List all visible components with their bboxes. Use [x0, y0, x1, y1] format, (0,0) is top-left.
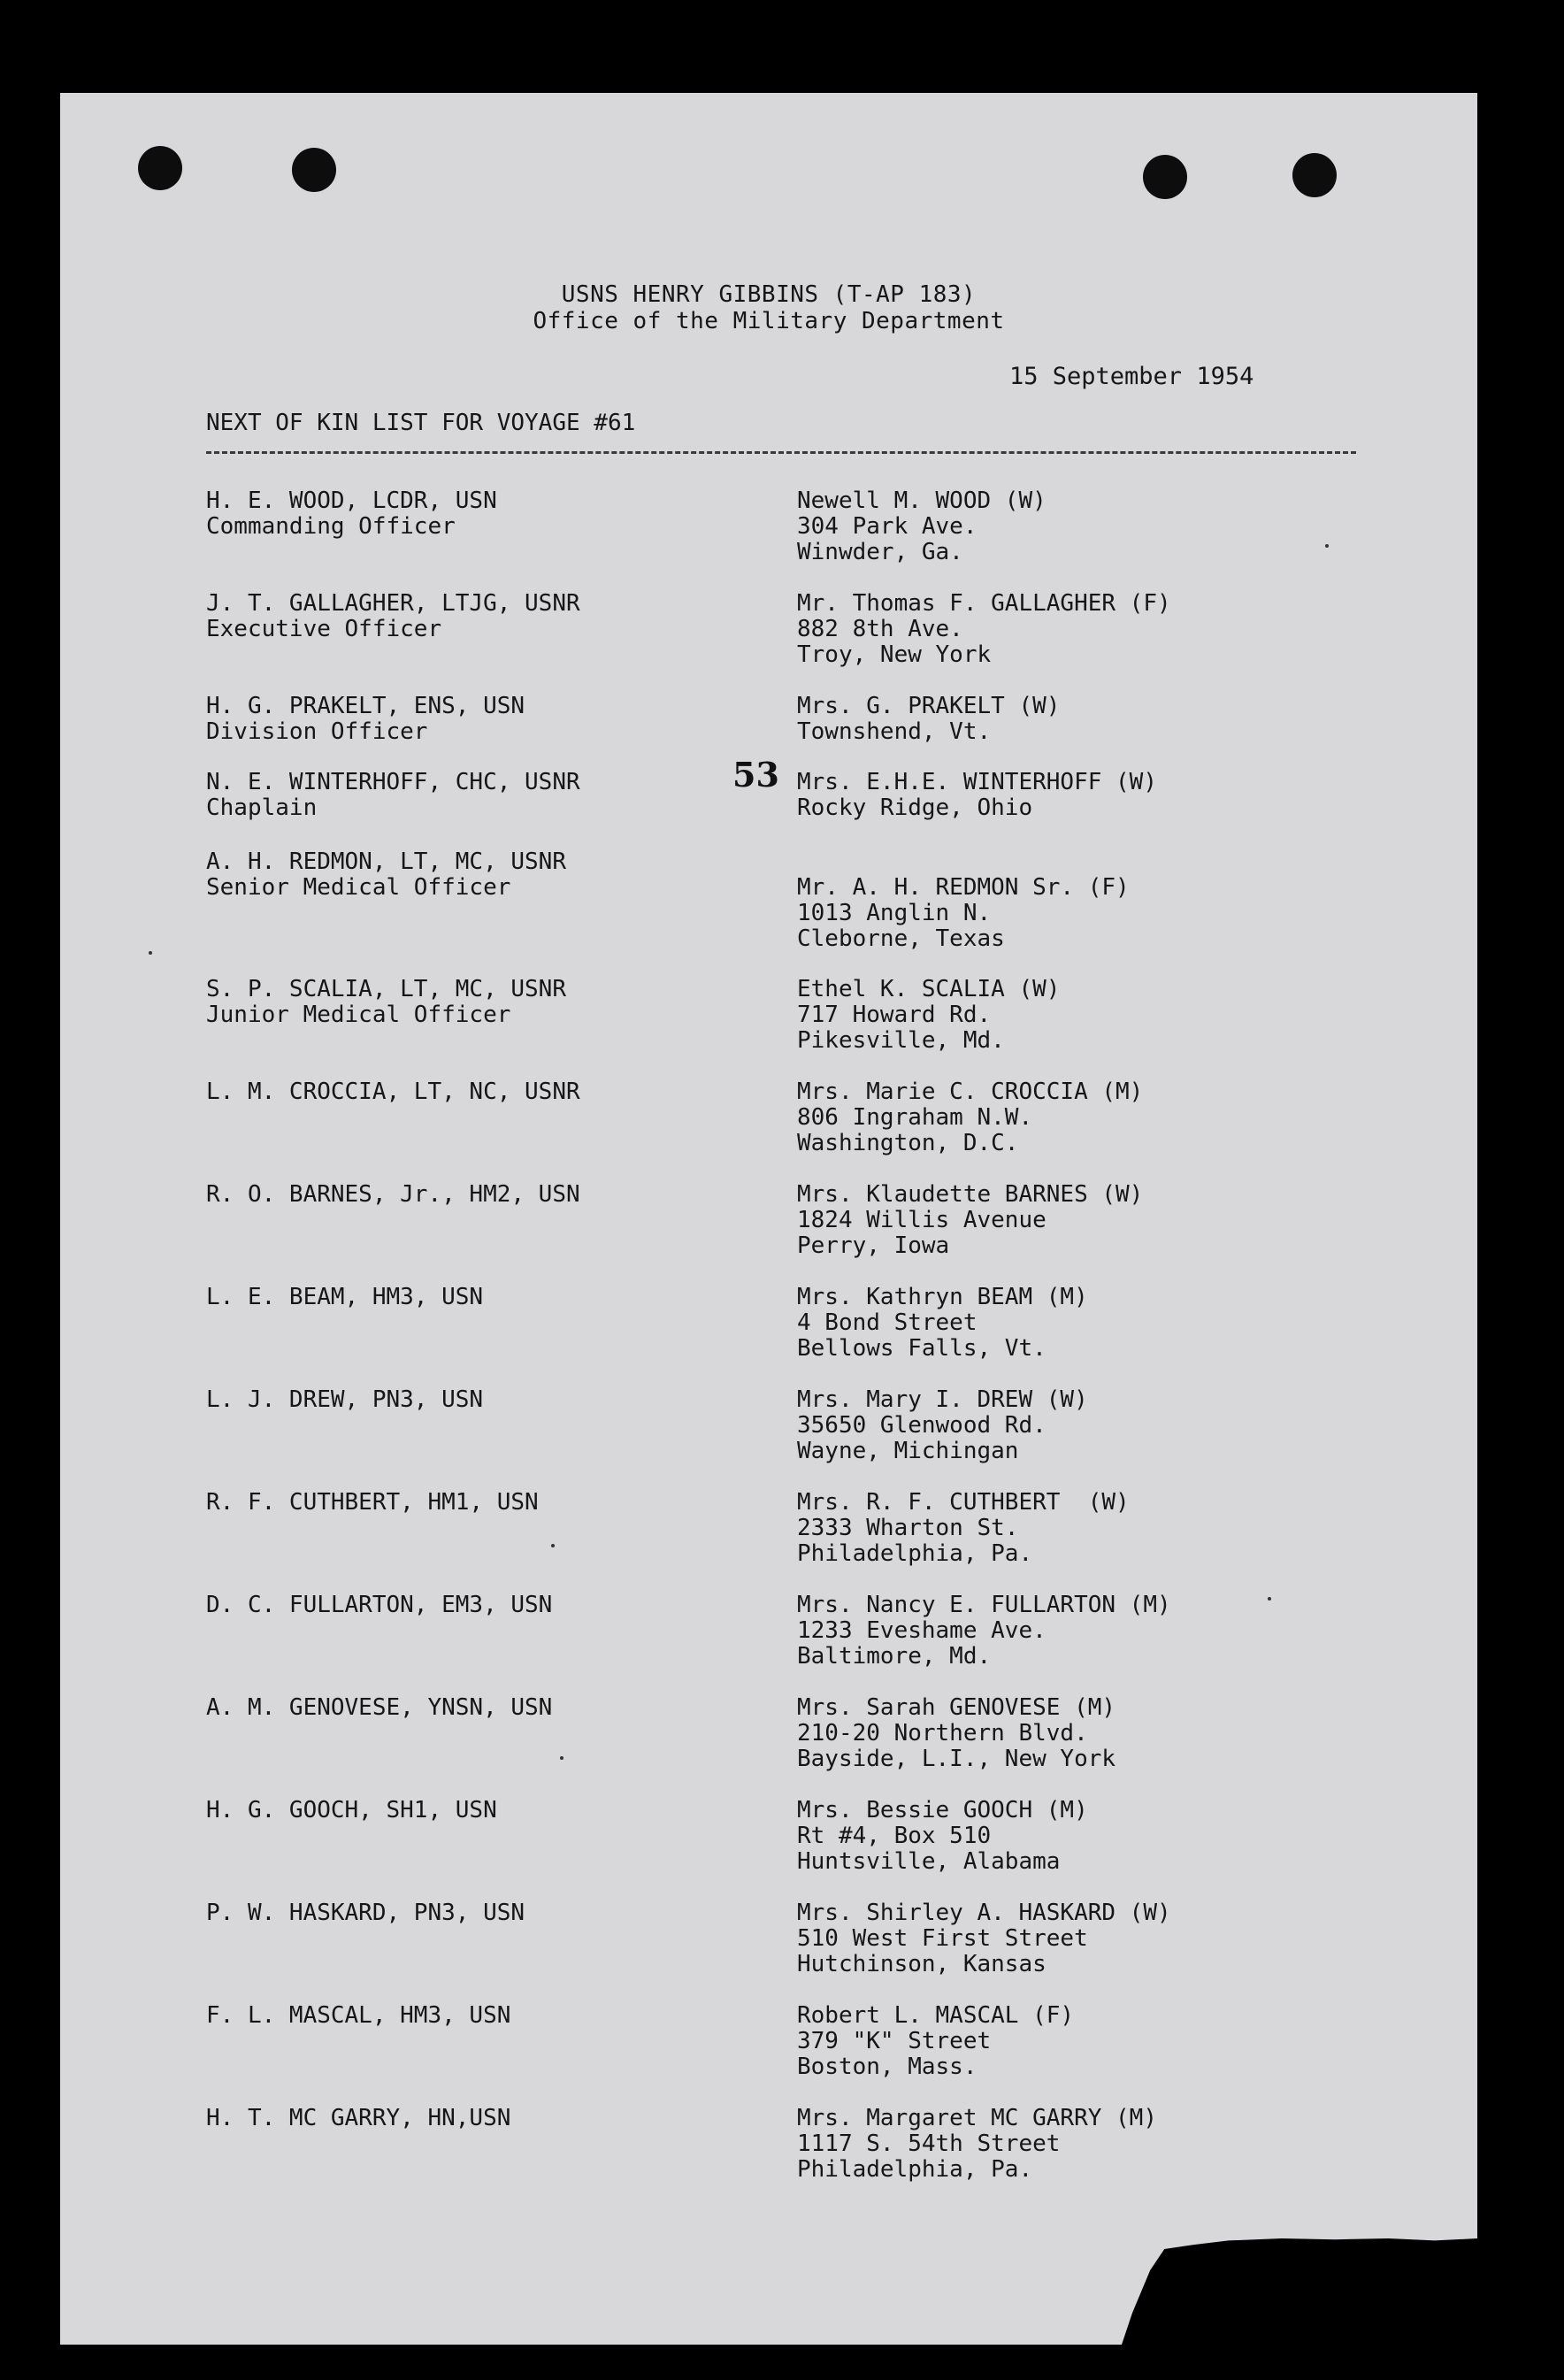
member-name: D. C. FULLARTON, EM3, USN [206, 1592, 553, 1618]
next-of-kin [797, 1182, 1416, 1259]
next-of-kin [797, 2106, 1416, 2183]
member-name: F. L. MASCAL, HM3, USN [206, 2002, 511, 2029]
kin-address-line: Boston, Mass. [797, 2054, 978, 2080]
document-page [60, 93, 1477, 2345]
next-of-kin [797, 875, 1416, 952]
kin-address-line: Hutchinson, Kansas [797, 1951, 1046, 1977]
member-name: J. T. GALLAGHER, LTJG, USNR [206, 590, 580, 617]
kin-name: Mrs. Bessie GOOCH (M) [797, 1797, 1088, 1823]
speck [1268, 1597, 1271, 1601]
kin-name: Mr. Thomas F. GALLAGHER (F) [797, 590, 1171, 617]
kin-name: Mrs. Nancy E. FULLARTON (M) [797, 1592, 1171, 1618]
kin-address-line: 1013 Anglin N. [797, 900, 992, 926]
member-title: Junior Medical Officer [206, 1002, 511, 1028]
next-of-kin [797, 1490, 1416, 1567]
next-of-kin [797, 1798, 1416, 1875]
member-name: A. M. GENOVESE, YNSN, USN [206, 1694, 553, 1721]
member-name: H. T. MC GARRY, HN,USN [206, 2105, 511, 2131]
service-member [206, 770, 737, 821]
kin-name: Mrs. Sarah GENOVESE (M) [797, 1694, 1116, 1721]
member-name: H. G. GOOCH, SH1, USN [206, 1797, 497, 1823]
service-member [206, 977, 737, 1028]
dashed-rule [206, 451, 1356, 454]
kin-name: Mrs. G. PRAKELT (W) [797, 693, 1061, 719]
member-name: L. J. DREW, PN3, USN [206, 1386, 484, 1413]
punch-hole [138, 146, 182, 190]
kin-address-line: 1824 Willis Avenue [797, 1207, 1046, 1233]
member-title: Commanding Officer [206, 513, 456, 540]
next-of-kin [797, 2003, 1416, 2080]
service-member [206, 1079, 737, 1105]
kin-name: Mrs. Margaret MC GARRY (M) [797, 2105, 1157, 2131]
member-name: N. E. WINTERHOFF, CHC, USNR [206, 769, 580, 795]
member-title: Executive Officer [206, 616, 442, 642]
next-of-kin [797, 977, 1416, 1054]
kin-name: Mrs. Marie C. CROCCIA (M) [797, 1079, 1144, 1105]
kin-name: Mrs. R. F. CUTHBERT (W) [797, 1489, 1130, 1516]
kin-name: Mr. A. H. REDMON Sr. (F) [797, 874, 1130, 901]
office-name: Office of the Military Department [533, 308, 1005, 334]
kin-address-line: 1233 Eveshame Ave. [797, 1617, 1046, 1644]
service-member [206, 1900, 737, 1926]
kin-address-line: 210-20 Northern Blvd. [797, 1720, 1088, 1747]
kin-address-line: Baltimore, Md. [797, 1643, 992, 1670]
member-name: S. P. SCALIA, LT, MC, USNR [206, 976, 566, 1002]
kin-name: Mrs. E.H.E. WINTERHOFF (W) [797, 769, 1157, 795]
kin-address-line: Philadelphia, Pa. [797, 2156, 1033, 2183]
member-title: Division Officer [206, 718, 428, 745]
service-member [206, 1798, 737, 1823]
speck [551, 1544, 555, 1547]
kin-address-line: 717 Howard Rd. [797, 1002, 992, 1028]
kin-address-line: 806 Ingraham N.W. [797, 1104, 1033, 1131]
kin-address-line: Pikesville, Md. [797, 1027, 1005, 1054]
kin-address-line: Troy, New York [797, 641, 992, 668]
kin-name: Mrs. Klaudette BARNES (W) [797, 1181, 1144, 1208]
kin-address-line: Townshend, Vt. [797, 718, 992, 745]
service-member [206, 591, 737, 642]
service-member [206, 1593, 737, 1618]
member-name: R. O. BARNES, Jr., HM2, USN [206, 1181, 580, 1208]
kin-address-line: Perry, Iowa [797, 1232, 950, 1259]
next-of-kin [797, 1900, 1416, 1977]
kin-address-line: Rocky Ridge, Ohio [797, 795, 1033, 821]
kin-address-line: Cleborne, Texas [797, 925, 1005, 952]
service-member [206, 1182, 737, 1208]
next-of-kin [797, 1387, 1416, 1464]
kin-name: Mrs. Kathryn BEAM (M) [797, 1284, 1088, 1310]
service-member [206, 1490, 737, 1516]
next-of-kin [797, 1695, 1416, 1772]
ship-name: USNS HENRY GIBBINS (T-AP 183) [561, 281, 977, 308]
kin-address-line: 35650 Glenwood Rd. [797, 1412, 1046, 1439]
member-name: H. E. WOOD, LCDR, USN [206, 488, 497, 514]
next-of-kin [797, 1079, 1416, 1156]
list-title: NEXT OF KIN LIST FOR VOYAGE #61 [206, 410, 636, 436]
kin-address-line: Bayside, L.I., New York [797, 1746, 1116, 1772]
member-name: R. F. CUTHBERT, HM1, USN [206, 1489, 539, 1516]
next-of-kin [797, 770, 1416, 821]
member-name: P. W. HASKARD, PN3, USN [206, 1900, 525, 1926]
member-name: A. H. REDMON, LT, MC, USNR [206, 848, 566, 875]
service-member [206, 1695, 737, 1721]
kin-address-line: Huntsville, Alabama [797, 1848, 1061, 1875]
speck [149, 951, 152, 955]
kin-name: Mrs. Mary I. DREW (W) [797, 1386, 1088, 1413]
kin-address-line: Philadelphia, Pa. [797, 1540, 1033, 1567]
kin-address-line: 882 8th Ave. [797, 616, 963, 642]
speck [560, 1756, 564, 1760]
next-of-kin [797, 1593, 1416, 1670]
kin-name: Mrs. Shirley A. HASKARD (W) [797, 1900, 1171, 1926]
kin-address-line: 2333 Wharton St. [797, 1515, 1019, 1541]
kin-address-line: 304 Park Ave. [797, 513, 978, 540]
member-name: H. G. PRAKELT, ENS, USN [206, 693, 525, 719]
document-date: 15 September 1954 [1009, 363, 1254, 390]
member-title: Chaplain [206, 795, 318, 821]
kin-name: Ethel K. SCALIA (W) [797, 976, 1061, 1002]
member-name: L. E. BEAM, HM3, USN [206, 1284, 484, 1310]
service-member [206, 2003, 737, 2029]
member-title: Senior Medical Officer [206, 874, 511, 901]
torn-corner [1122, 2238, 1477, 2345]
punch-hole [1143, 155, 1187, 199]
service-member [206, 694, 737, 745]
kin-address-line: Bellows Falls, Vt. [797, 1335, 1046, 1362]
member-name: L. M. CROCCIA, LT, NC, USNR [206, 1079, 580, 1105]
next-of-kin [797, 488, 1416, 565]
next-of-kin [797, 591, 1416, 668]
kin-address-line: 1117 S. 54th Street [797, 2130, 1061, 2157]
punch-hole [1292, 153, 1337, 197]
next-of-kin [797, 1285, 1416, 1362]
service-member [206, 488, 737, 540]
service-member [206, 849, 737, 901]
kin-address-line: Wayne, Michingan [797, 1438, 1019, 1464]
kin-address-line: 510 West First Street [797, 1925, 1088, 1952]
next-of-kin [797, 694, 1416, 745]
kin-address-line: 379 "K" Street [797, 2028, 992, 2054]
kin-name: Robert L. MASCAL (F) [797, 2002, 1075, 2029]
kin-address-line: Rt #4, Box 510 [797, 1823, 992, 1849]
punch-hole [292, 148, 336, 192]
service-member [206, 1285, 737, 1310]
service-member [206, 2106, 737, 2131]
service-member [206, 1387, 737, 1413]
kin-address-line: 4 Bond Street [797, 1309, 978, 1336]
page-number: 53 [732, 755, 779, 795]
kin-name: Newell M. WOOD (W) [797, 488, 1046, 514]
speck [1325, 544, 1329, 548]
kin-address-line: Washington, D.C. [797, 1130, 1019, 1156]
kin-address-line: Winwder, Ga. [797, 539, 963, 565]
